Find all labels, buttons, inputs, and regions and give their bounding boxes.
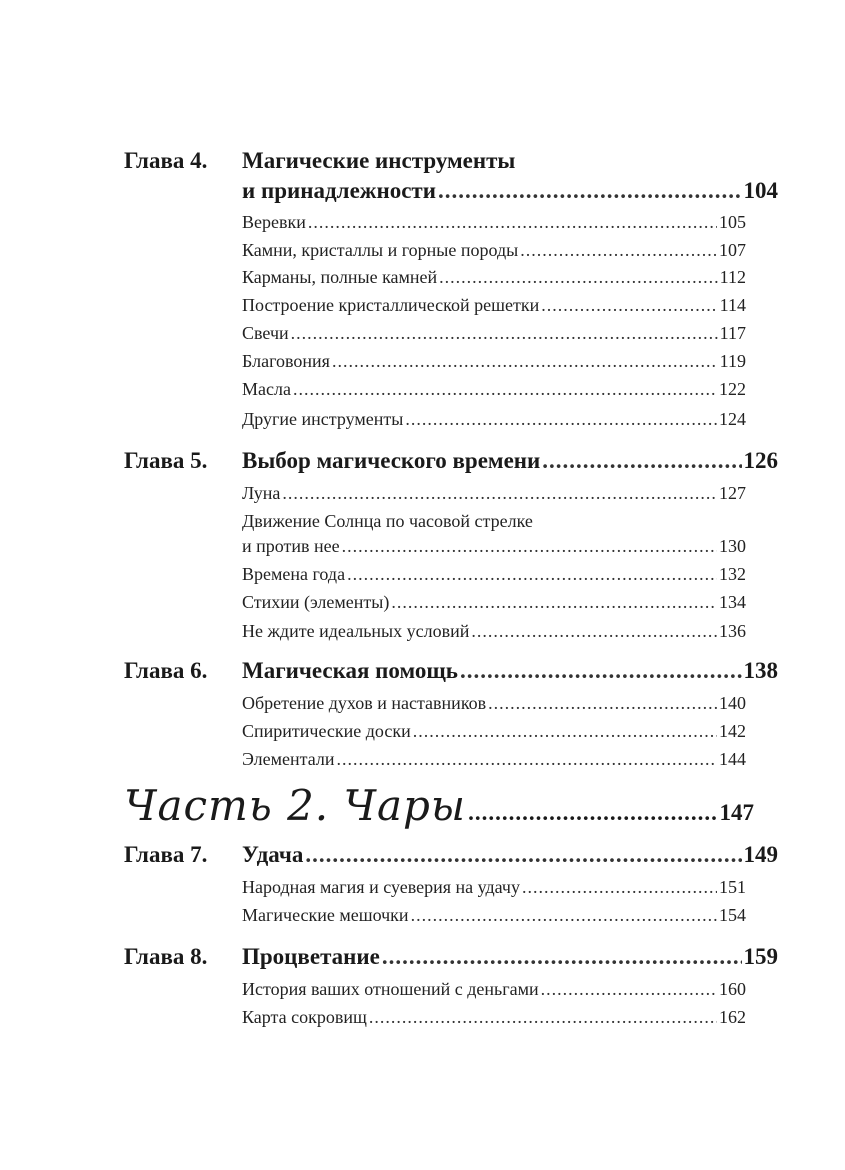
dot-leader bbox=[336, 746, 717, 772]
chapter-5-page: 126 bbox=[743, 448, 778, 473]
section-page: 144 bbox=[719, 749, 746, 769]
chapter-5-label: Глава 5. bbox=[124, 448, 208, 473]
toc-section-row[interactable] bbox=[242, 406, 746, 432]
chapter-4-page: 104 bbox=[743, 178, 778, 203]
dot-leader bbox=[460, 656, 742, 686]
dot-leader bbox=[405, 406, 717, 432]
section-page: 142 bbox=[719, 721, 746, 741]
section-title: Камни, кристаллы и горные породы bbox=[242, 240, 519, 260]
chapter-7-entry[interactable] bbox=[242, 840, 778, 870]
toc-section-row[interactable] bbox=[242, 237, 746, 263]
chapter-4-title-line1: Магические инструменты bbox=[242, 148, 516, 173]
dot-leader bbox=[439, 264, 717, 290]
section-title: Построение кристаллической решетки bbox=[242, 295, 540, 315]
toc-section-row[interactable] bbox=[242, 376, 746, 402]
section-page: 107 bbox=[719, 240, 746, 260]
chapter-6-entry[interactable] bbox=[242, 656, 778, 686]
toc-section-row[interactable] bbox=[242, 209, 746, 235]
dot-leader bbox=[541, 976, 717, 1002]
section-title: Свечи bbox=[242, 323, 289, 343]
section-page: 140 bbox=[719, 693, 746, 713]
chapter-4-label: Глава 4. bbox=[124, 148, 208, 173]
dot-leader bbox=[411, 902, 717, 928]
part-2-title: Часть 2. Чары bbox=[124, 781, 467, 830]
section-page: 132 bbox=[719, 564, 746, 584]
dot-leader bbox=[471, 618, 717, 644]
toc-section-row[interactable] bbox=[242, 690, 746, 716]
dot-leader bbox=[391, 589, 717, 615]
toc-section-row[interactable] bbox=[242, 264, 746, 290]
dot-leader bbox=[541, 292, 717, 318]
dot-leader bbox=[488, 690, 717, 716]
toc-section-row[interactable] bbox=[242, 746, 746, 772]
section-page: 112 bbox=[719, 267, 746, 287]
section-page: 154 bbox=[719, 905, 746, 925]
section-page: 122 bbox=[719, 379, 746, 399]
toc-section-row[interactable] bbox=[242, 561, 746, 587]
dot-leader bbox=[308, 209, 717, 235]
section-title: Масла bbox=[242, 379, 291, 399]
section-title: История ваших отношений с деньгами bbox=[242, 979, 539, 999]
chapter-8-entry[interactable] bbox=[242, 942, 778, 972]
section-title-line1: Движение Солнца по часовой стрелке bbox=[242, 511, 533, 531]
chapter-7-label: Глава 7. bbox=[124, 842, 208, 867]
toc-section-row[interactable] bbox=[242, 618, 746, 644]
chapter-7-page: 149 bbox=[743, 842, 778, 867]
toc-section-row[interactable] bbox=[242, 533, 746, 559]
dot-leader bbox=[520, 237, 717, 263]
toc-section-row[interactable] bbox=[242, 902, 746, 928]
toc-section-row[interactable] bbox=[242, 1004, 746, 1030]
dot-leader bbox=[522, 874, 717, 900]
dot-leader bbox=[342, 533, 717, 559]
section-page: 136 bbox=[719, 621, 746, 641]
section-title: Карманы, полные камней bbox=[242, 267, 438, 287]
part-2-page: 147 bbox=[719, 800, 754, 825]
toc-section-row[interactable] bbox=[242, 874, 746, 900]
dot-leader bbox=[413, 718, 717, 744]
section-title: Благовония bbox=[242, 351, 330, 371]
toc-section-row[interactable] bbox=[242, 589, 746, 615]
dot-leader bbox=[332, 348, 718, 374]
section-title: Стихии (элементы) bbox=[242, 592, 390, 612]
section-title: Магические мешочки bbox=[242, 905, 409, 925]
chapter-4-title-line2: и принадлежности bbox=[242, 178, 436, 203]
dot-leader bbox=[347, 561, 717, 587]
chapter-8-page: 159 bbox=[743, 944, 778, 969]
section-title: Веревки bbox=[242, 212, 306, 232]
section-page: 119 bbox=[719, 351, 746, 371]
dot-leader bbox=[438, 176, 742, 206]
section-page: 124 bbox=[719, 409, 746, 429]
section-title: Народная магия и суеверия на удачу bbox=[242, 877, 520, 897]
dot-leader bbox=[305, 840, 741, 870]
section-page: 127 bbox=[719, 483, 746, 503]
section-title: Обретение духов и наставников bbox=[242, 693, 487, 713]
chapter-8-title: Процветание bbox=[242, 944, 380, 969]
chapter-8-label: Глава 8. bbox=[124, 944, 208, 969]
section-page: 130 bbox=[719, 536, 746, 556]
dot-leader bbox=[282, 480, 717, 506]
section-title: Не ждите идеальных условий bbox=[242, 621, 470, 641]
section-title: Карта сокровищ bbox=[242, 1007, 367, 1027]
chapter-5-entry[interactable] bbox=[242, 446, 778, 476]
section-page: 117 bbox=[719, 323, 746, 343]
toc-section-row[interactable] bbox=[242, 292, 746, 318]
section-page: 105 bbox=[719, 212, 746, 232]
section-title-line2: и против нее bbox=[242, 536, 340, 556]
dot-leader bbox=[293, 376, 717, 402]
toc-section-row[interactable] bbox=[242, 718, 746, 744]
chapter-4-entry[interactable] bbox=[242, 176, 778, 206]
dot-leader bbox=[542, 446, 741, 476]
toc-section-row[interactable] bbox=[242, 348, 746, 374]
chapter-6-label: Глава 6. bbox=[124, 658, 208, 683]
section-page: 134 bbox=[719, 592, 746, 612]
section-title: Времена года bbox=[242, 564, 346, 584]
chapter-7-title: Удача bbox=[242, 842, 304, 867]
dot-leader bbox=[291, 320, 718, 346]
section-page: 151 bbox=[719, 877, 746, 897]
chapter-6-page: 138 bbox=[743, 658, 778, 683]
section-title: Другие инструменты bbox=[242, 409, 404, 429]
toc-section-row[interactable] bbox=[242, 976, 746, 1002]
part-2-entry[interactable] bbox=[124, 780, 754, 832]
chapter-6-title: Магическая помощь bbox=[242, 658, 458, 683]
dot-leader bbox=[382, 942, 742, 972]
toc-section-row[interactable] bbox=[242, 320, 746, 346]
section-title: Элементали bbox=[242, 749, 335, 769]
section-page: 114 bbox=[719, 295, 746, 315]
toc-section-row[interactable] bbox=[242, 480, 746, 506]
dot-leader bbox=[369, 1004, 717, 1030]
dot-leader bbox=[468, 800, 717, 826]
section-page: 162 bbox=[719, 1007, 746, 1027]
section-page: 160 bbox=[719, 979, 746, 999]
chapter-5-title: Выбор магического времени bbox=[242, 448, 541, 473]
section-title: Луна bbox=[242, 483, 281, 503]
section-title: Спиритические доски bbox=[242, 721, 411, 741]
